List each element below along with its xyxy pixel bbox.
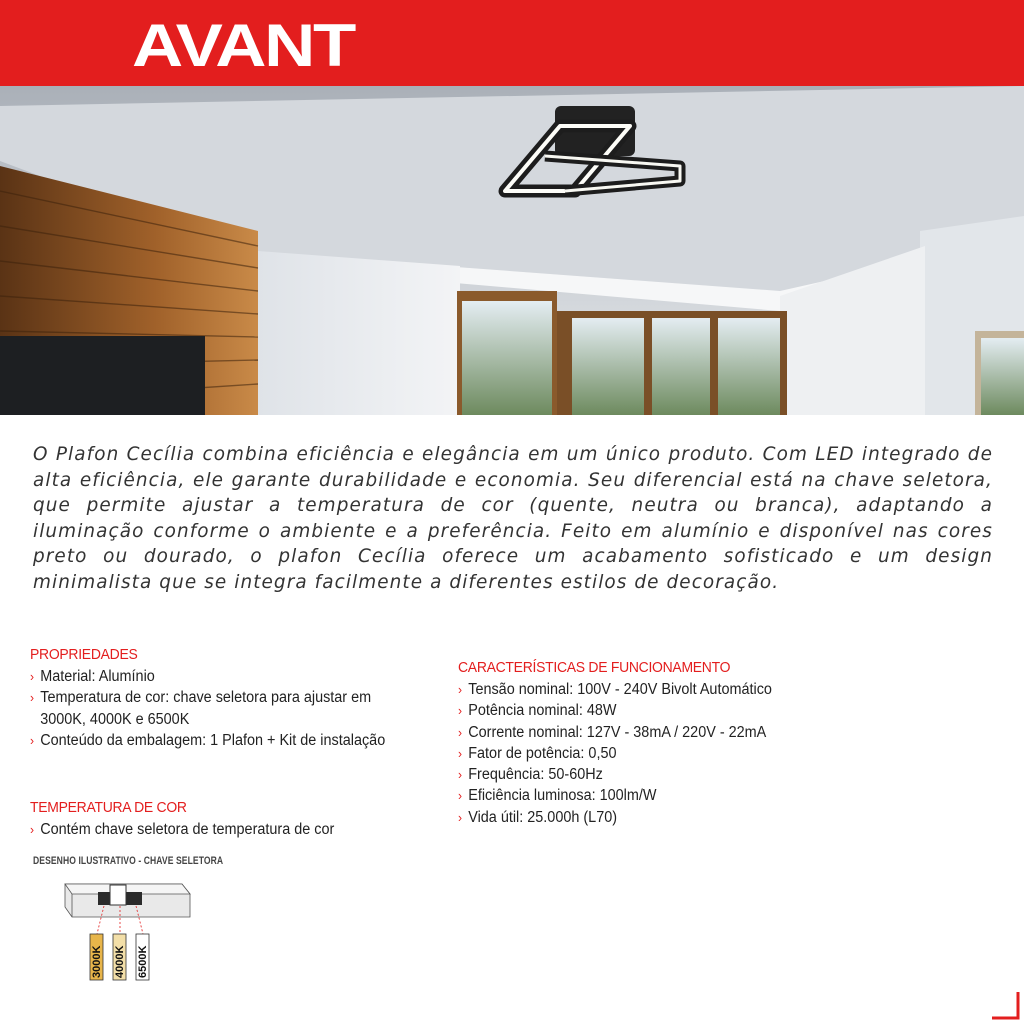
bullet-icon: › bbox=[30, 732, 35, 748]
logo-text: AVANT bbox=[132, 12, 356, 79]
bullet-icon: › bbox=[458, 788, 463, 804]
caracteristicas-title: CARACTERÍSTICAS DE FUNCIONAMENTO bbox=[458, 659, 731, 676]
bullet-icon: › bbox=[30, 822, 35, 837]
corner-mark-icon bbox=[990, 990, 1020, 1020]
bullet-icon: › bbox=[458, 682, 463, 697]
list-item: › Tensão nominal: 100V - 240V Bivolt Automático bbox=[458, 679, 849, 700]
bullet-icon: › bbox=[458, 703, 463, 719]
temperatura-title: TEMPERATURA DE COR bbox=[30, 799, 187, 816]
list-item: › Potência nominal: 48W bbox=[458, 700, 849, 721]
product-description: O Plafon Cecília combina eficiência e elegância em um único produto. Com LED integrado de alta eficiência, ele garante durabilidade e economia. Seu diferencial está na chave seletora, que permite ajustar a temperatura de cor (quente, neutra ou branca), adaptando a iluminação conforme o ambiente e a preferência. Feito em alumínio e disponível nas cores preto ou dourado, o plafon Cecília oferece um acabamento sofisticado e um design minimalista que se integra facilmente a diferentes estilos de decoração. bbox=[33, 444, 993, 593]
bullet-icon: › bbox=[30, 669, 35, 684]
switch-label-4000k bbox=[113, 934, 126, 980]
list-item: › Vida útil: 25.000h (L70) bbox=[458, 807, 849, 828]
brand-header bbox=[0, 0, 1024, 86]
list-item: › Temperatura de cor: chave seletora para ajustar em 3000K, 4000K e 6500K bbox=[30, 689, 372, 728]
switch-caption: DESENHO ILUSTRATIVO - CHAVE SELETORA bbox=[33, 855, 224, 867]
bullet-icon: › bbox=[458, 745, 463, 761]
caracteristicas-list bbox=[458, 679, 849, 828]
propriedades-list bbox=[30, 666, 416, 751]
avant-logo bbox=[132, 8, 357, 80]
bullet-icon: › bbox=[30, 690, 35, 706]
list-item: › Fator de potência: 0,50 bbox=[458, 743, 849, 764]
svg-text:6500K: 6500K bbox=[137, 945, 149, 978]
hero-room-photo bbox=[0, 86, 1024, 415]
svg-text:3000K: 3000K bbox=[91, 945, 103, 978]
list-item: › Frequência: 50-60Hz bbox=[458, 764, 849, 785]
bullet-icon: › bbox=[458, 724, 463, 740]
propriedades-title: PROPRIEDADES bbox=[30, 646, 138, 663]
switch-label-6500k bbox=[136, 934, 149, 980]
temperatura-list bbox=[30, 819, 416, 840]
bullet-icon: › bbox=[458, 809, 463, 825]
list-item: › Corrente nominal: 127V - 38mA / 220V - 22mA bbox=[458, 722, 849, 743]
list-item: › Contém chave seletora de temperatura de cor bbox=[30, 819, 416, 840]
list-item: › Material: Alumínio bbox=[30, 666, 416, 687]
selector-switch-illustration bbox=[60, 872, 195, 992]
svg-text:4000K: 4000K bbox=[114, 945, 126, 978]
list-item: › Conteúdo da embalagem: 1 Plafon + Kit de instalação bbox=[30, 730, 416, 751]
bullet-icon: › bbox=[458, 767, 463, 783]
switch-label-3000k bbox=[90, 934, 103, 980]
list-item: › Eficiência luminosa: 100lm/W bbox=[458, 785, 849, 806]
